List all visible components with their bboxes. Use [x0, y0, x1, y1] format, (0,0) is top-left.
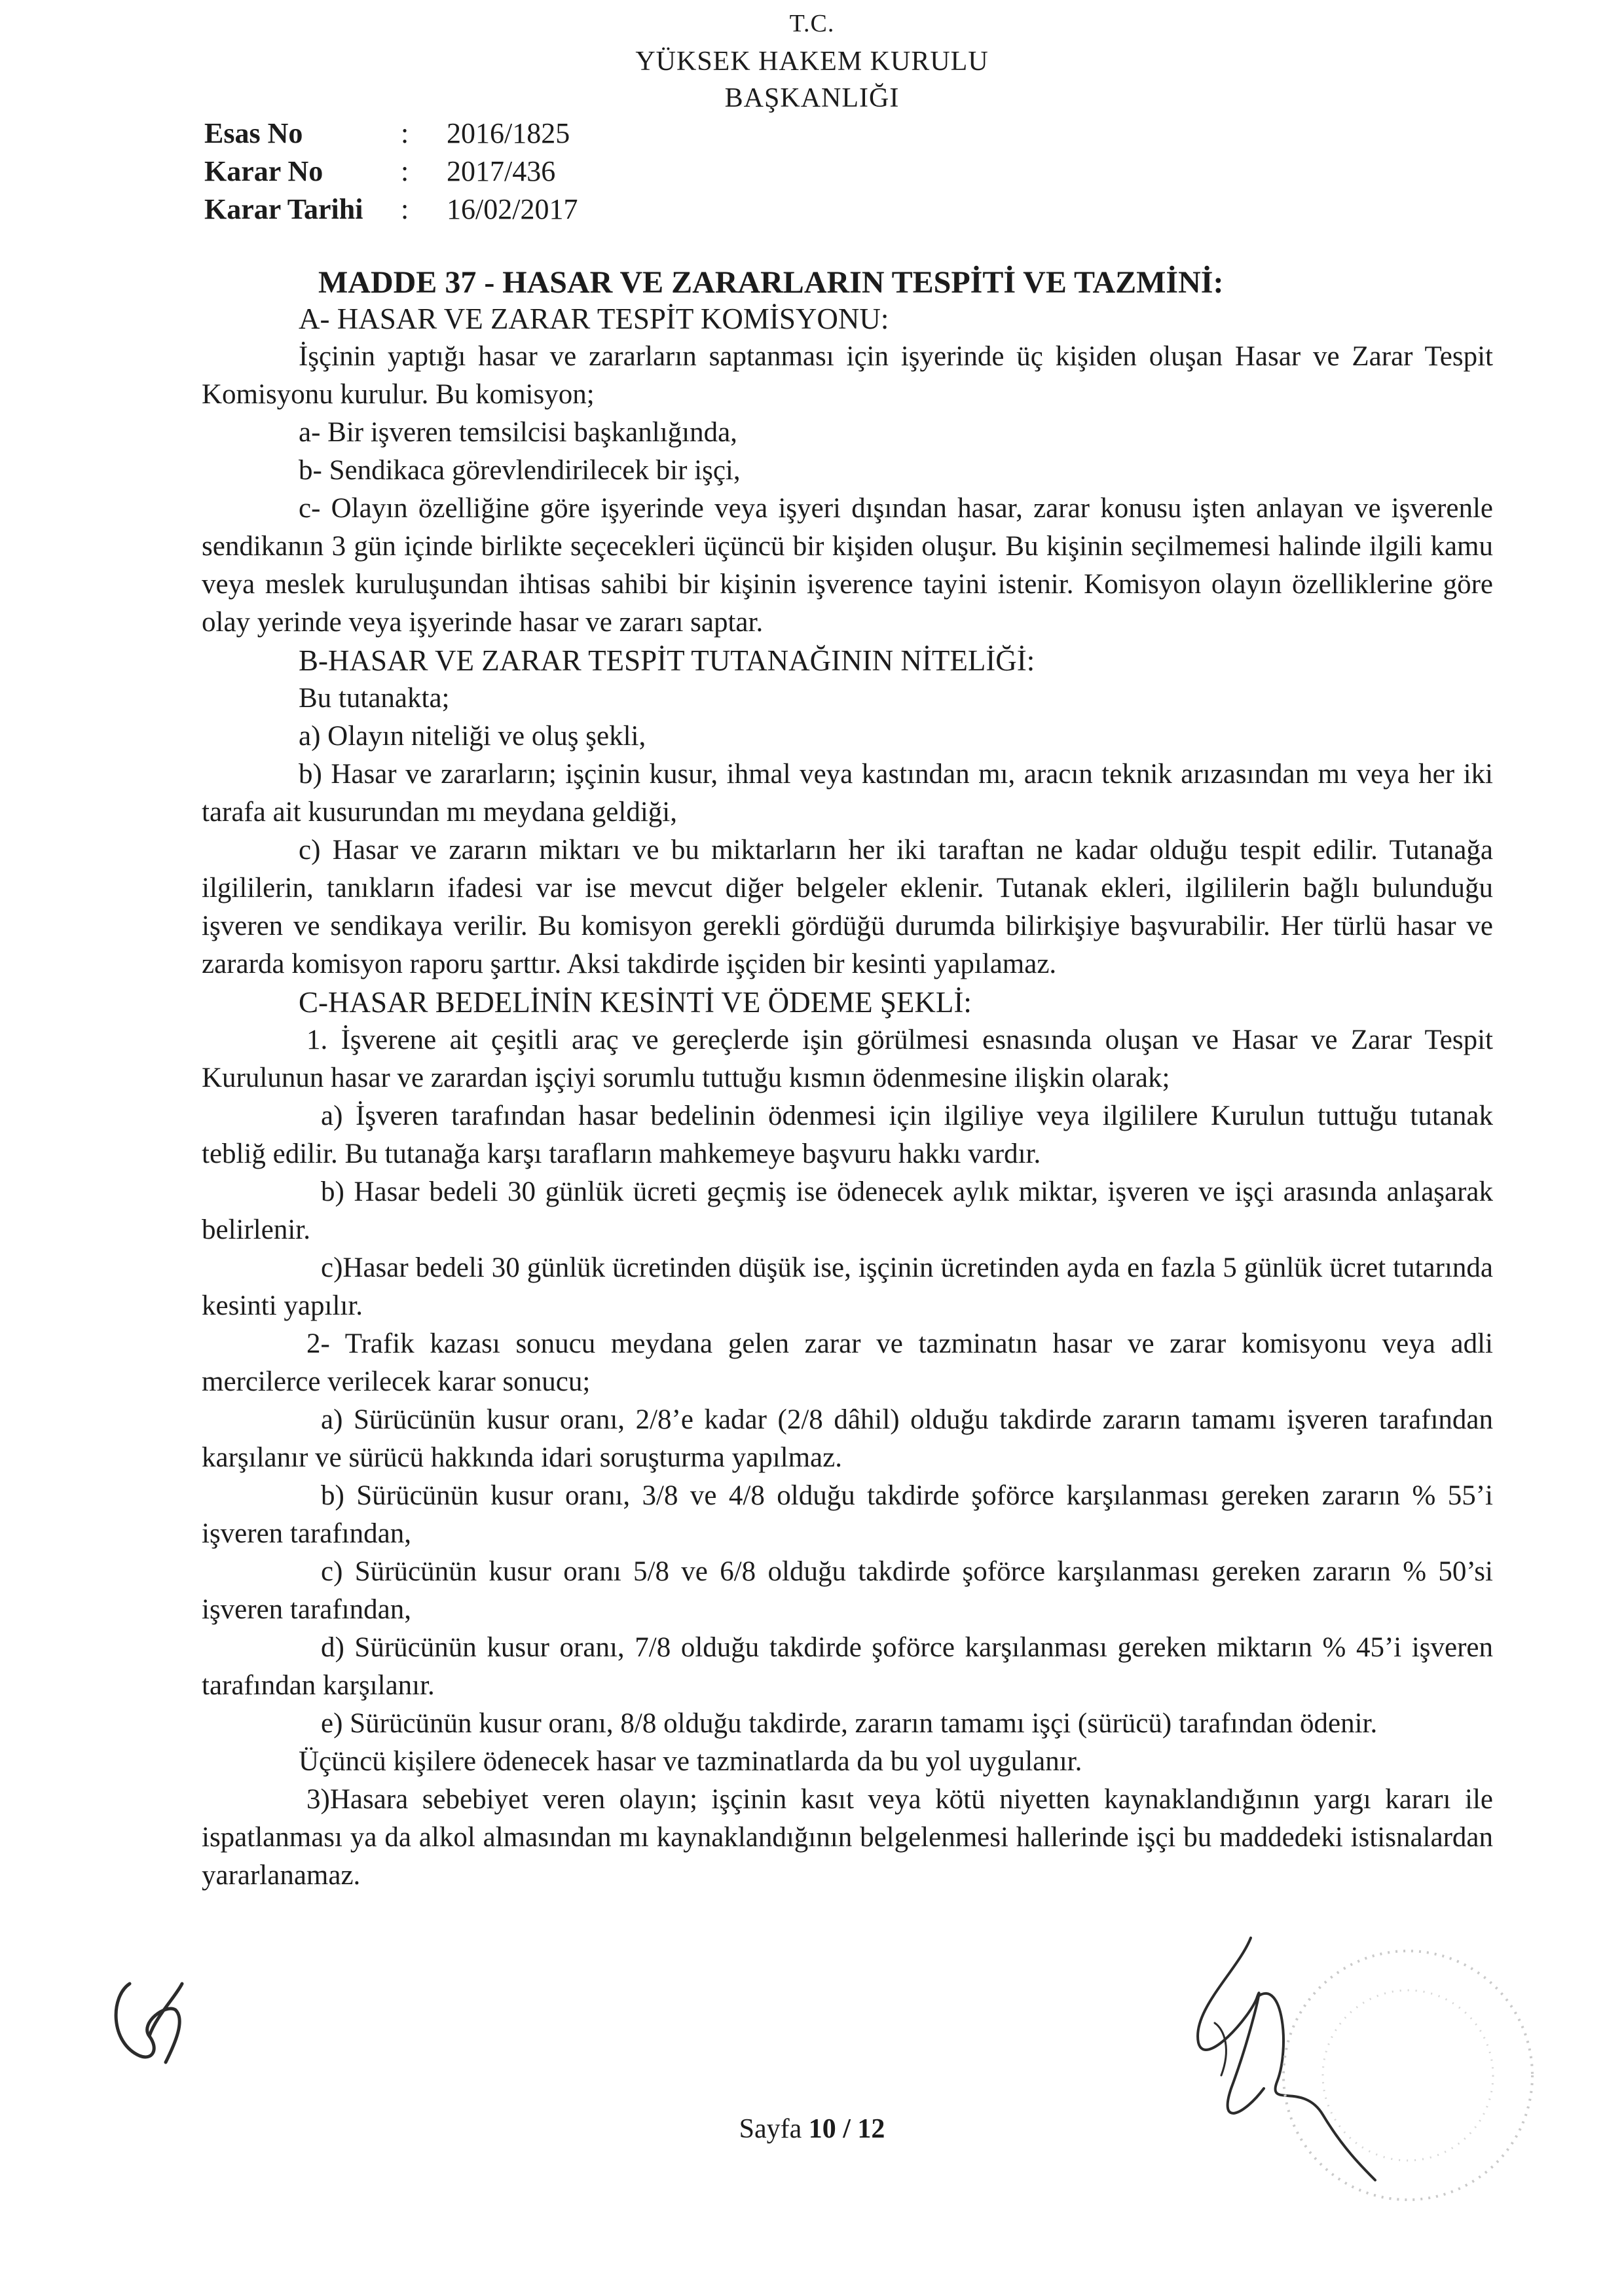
page-current: 10 [808, 2114, 836, 2144]
section-a-intro: İşçinin yaptığı hasar ve zararların saptanması için işyerinde üç kişiden oluşan Hasar ve Zarar Tespit Komisyonu kurulur. Bu komisyon; [202, 341, 1493, 410]
karar-tarihi-value: 16/02/2017 [447, 193, 578, 225]
section-a-item-a: a- Bir işveren temsilcisi başkanlığında, [299, 417, 737, 448]
section-c-item-2a: a) Sürücünün kusur oranı, 2/8’e kadar (2/8 dâhil) olduğu takdirde zararın tamamı işveren tarafından karşılanır ve sürücü hakkında idari soruşturma yapılmaz. [202, 1404, 1493, 1473]
header-presidency: BAŞKANLIĞI [724, 83, 900, 113]
esas-no-label: Esas No [204, 117, 303, 149]
karar-no-value: 2017/436 [447, 155, 556, 187]
section-c-item-2: 2- Trafik kazası sonucu meydana gelen zarar ve tazminatın hasar ve zarar komisyonu veya adli mercilerce verilecek karar sonucu; [202, 1328, 1493, 1397]
colon: : [401, 155, 409, 187]
section-b-item-b: b) Hasar ve zararların; işçinin kusur, ihmal veya kastından mı, aracın teknik arızasından mı veya her iki tarafa ait kusurundan mı meydana geldiği, [202, 759, 1493, 828]
article-title: MADDE 37 - HASAR VE ZARARLARIN TESPİTİ VE TAZMİNİ: [318, 265, 1224, 300]
section-c-item-1a: a) İşveren tarafından hasar bedelinin ödenmesi için ilgiliye veya ilgililere Kurulun tuttuğu tutanak tebliğ edilir. Bu tutanağa karşı tarafların mahkemeye başvuru hakkı vardır. [202, 1101, 1493, 1169]
section-b-intro: Bu tutanakta; [299, 683, 450, 714]
section-c-item-3: 3)Hasara sebebiyet veren olayın; işçinin kasıt veya kötü niyetten kaynaklandığının yargı kararı ile ispatlanması ya da alkol almasından mı kaynaklandığının belgelenmesi hallerinde işçi bu maddedeki istisnalardan yararlanamaz. [202, 1784, 1493, 1891]
colon: : [401, 193, 409, 225]
header-tc: T.C. [789, 10, 835, 37]
handwritten-page-mark [103, 1971, 195, 2069]
section-c-item-2b: b) Sürücünün kusur oranı, 3/8 ve 4/8 olduğu takdirde şoförce karşılanması gereken zararın % 55’i işveren tarafından, [202, 1480, 1493, 1549]
section-c-item-1c: c)Hasar bedeli 30 günlük ücretinden düşük ise, işçinin ücretinden ayda en fazla 5 günlük ücret tutarında kesinti yapılır. [202, 1252, 1493, 1321]
faint-stamp [1270, 1938, 1545, 2213]
section-b-item-a: a) Olayın niteliği ve oluş şekli, [299, 721, 646, 752]
header-institution: YÜKSEK HAKEM KURULU [635, 46, 989, 77]
article-body [202, 300, 1493, 1895]
section-a-item-c: c- Olayın özelliğine göre işyerinde veya işyeri dışından hasar, zarar konusu işten anlayan ve işverenle sendikanın 3 gün içinde birlikte seçecekleri üçüncü bir kişiden oluşur. Bu kişinin seçilmemesi halinde ilgili kamu veya meslek kuruluşundan ihtisas sahibi bir kişinin işverence tayini istenir. Komisyon olayın özelliklerine göre olay yerinde veya işyerinde hasar ve zararı saptar. [202, 493, 1493, 638]
section-c-third-parties: Üçüncü kişilere ödenecek hasar ve tazminatlarda da bu yol uygulanır. [299, 1746, 1082, 1777]
karar-tarihi-label: Karar Tarihi [204, 193, 363, 225]
page-total: 12 [857, 2114, 885, 2144]
section-c-item-2c: c) Sürücünün kusur oranı 5/8 ve 6/8 olduğu takdirde şoförce karşılanması gereken zararın % 50’si işveren tarafından, [202, 1556, 1493, 1625]
page-separator: / [836, 2114, 858, 2144]
page-prefix: Sayfa [739, 2114, 809, 2144]
karar-no-label: Karar No [204, 155, 323, 187]
section-c-item-1b: b) Hasar bedeli 30 günlük ücreti geçmiş ise ödenecek aylık miktar, işveren ve işçi arasında anlaşarak belirlenir. [202, 1176, 1493, 1245]
section-c-item-1: 1. İşverene ait çeşitli araç ve gereçlerde işin görülmesi esnasında oluşan ve Hasar ve Zarar Tespit Kurulunun hasar ve zarardan işçiyi sorumlu tuttuğu kısmın ödenmesine ilişkin olarak; [202, 1025, 1493, 1093]
colon: : [401, 117, 409, 149]
section-c-title: C-HASAR BEDELİNİN KESİNTİ VE ÖDEME ŞEKLİ: [299, 986, 972, 1019]
section-b-title: B-HASAR VE ZARAR TESPİT TUTANAĞININ NİTELİĞİ: [299, 644, 1035, 677]
section-c-item-2e: e) Sürücünün kusur oranı, 8/8 olduğu takdirde, zararın tamamı işçi (sürücü) tarafından ödenir. [321, 1708, 1378, 1739]
esas-no-value: 2016/1825 [447, 117, 570, 149]
section-a-title: A- HASAR VE ZARAR TESPİT KOMİSYONU: [299, 302, 889, 335]
section-c-item-2d: d) Sürücünün kusur oranı, 7/8 olduğu takdirde şoförce karşılanması gereken miktarın % 45’i işveren tarafından karşılanır. [202, 1632, 1493, 1701]
section-a-item-b: b- Sendikaca görevlendirilecek bir işçi, [299, 455, 741, 486]
section-b-item-c: c) Hasar ve zararın miktarı ve bu miktarların her iki taraftan ne kadar olduğu tespit edilir. Tutanağa ilgililerin, tanıkların ifadesi var ise mevcut diğer belgeler eklenir. Tutanak ekleri, ilgililerin bağlı bulunduğu işveren ve sendikaya verilir. Bu komisyon gerekli gördüğü durumda bilirkişiye başvurabilir. Her türlü hasar ve zararda komisyon raporu şarttır. Aksi takdirde işçiden bir kesinti yapılamaz. [202, 835, 1493, 979]
